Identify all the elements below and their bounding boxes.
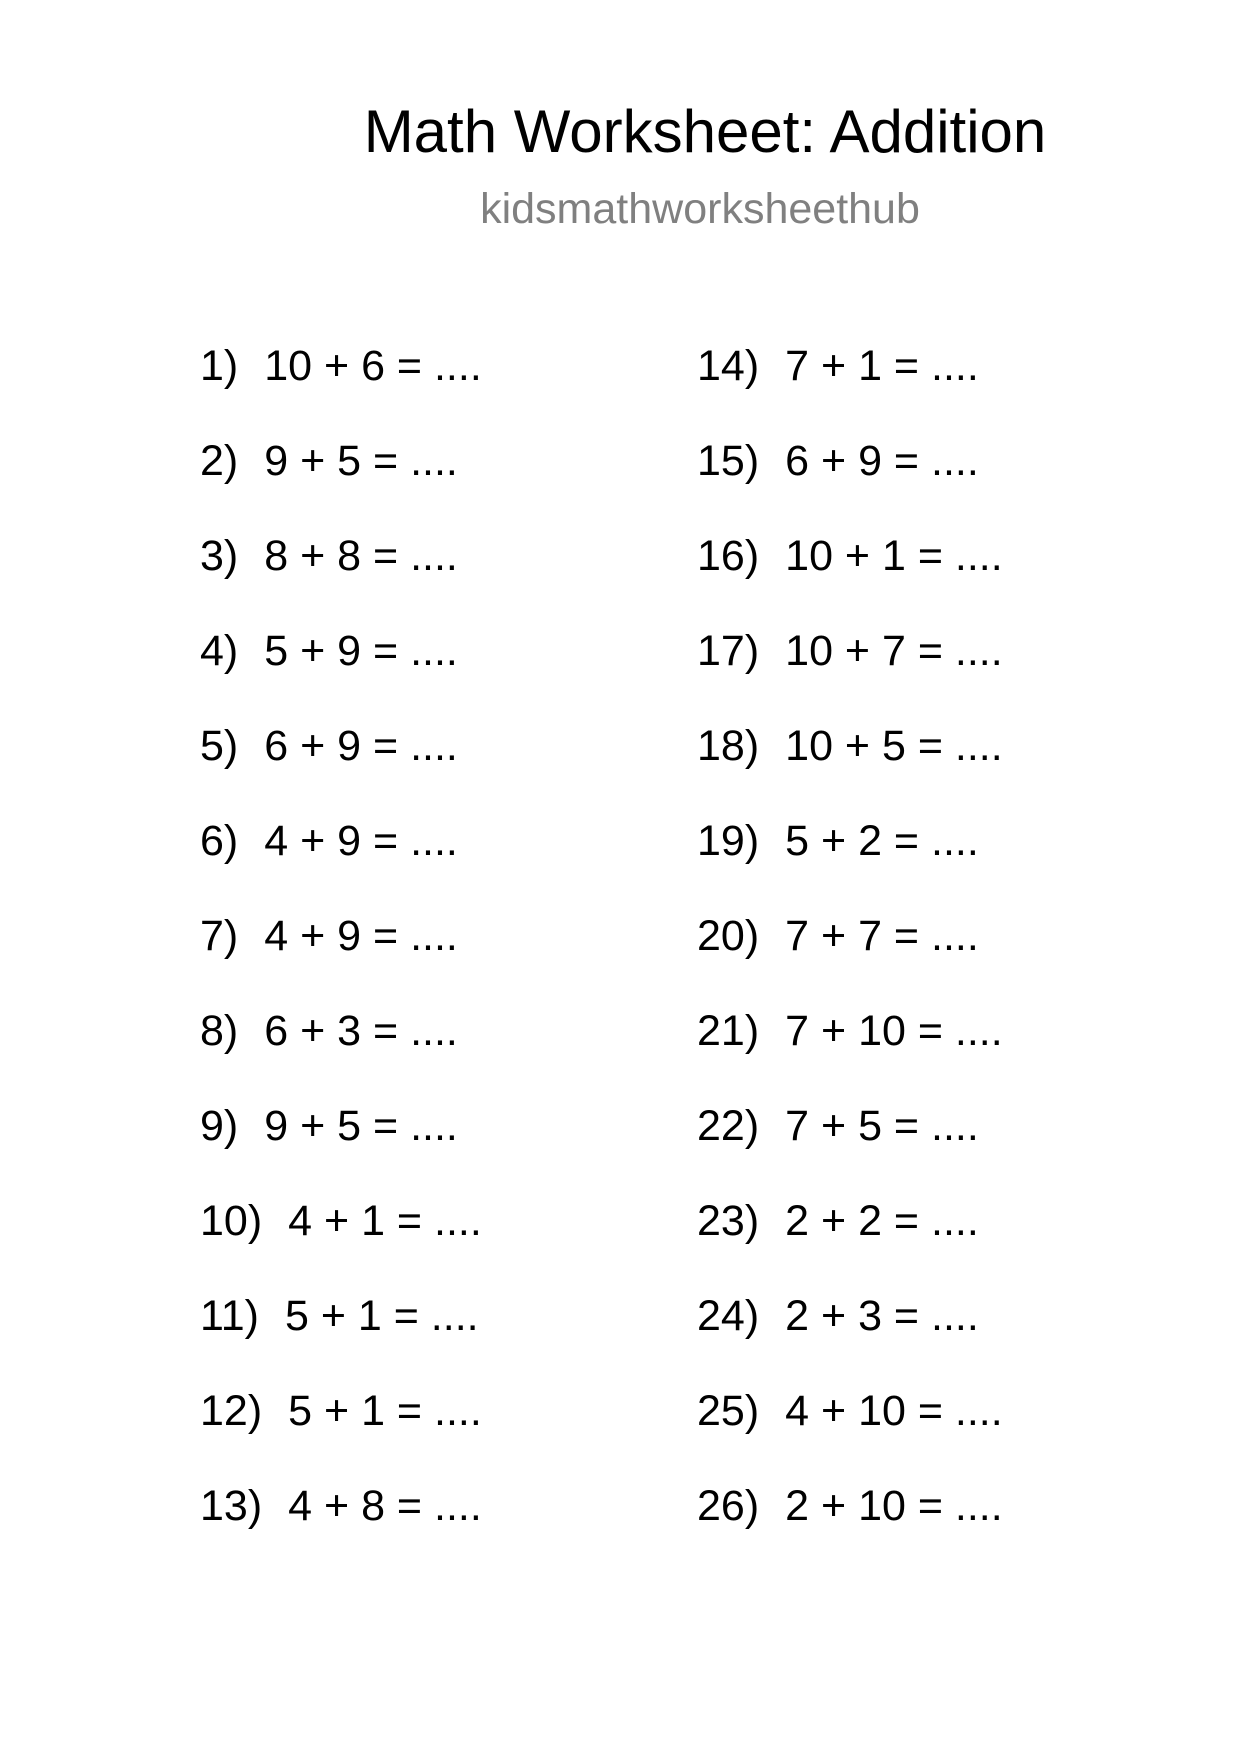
problem-24 [697, 1290, 1217, 1385]
problem-expression: 8 + 8 = .... [264, 532, 458, 580]
problem-expression: 6 + 3 = .... [264, 1007, 458, 1055]
problem-20 [697, 910, 1217, 1005]
problem-22 [697, 1100, 1217, 1195]
problem-expression: 10 + 1 = .... [785, 532, 1003, 580]
problem-8 [200, 1005, 720, 1100]
problem-3 [200, 530, 720, 625]
problem-19 [697, 815, 1217, 910]
problem-number: 21) [697, 1007, 760, 1055]
problem-number: 22) [697, 1102, 760, 1150]
problem-9 [200, 1100, 720, 1195]
problem-number: 17) [697, 627, 760, 675]
problem-7 [200, 910, 720, 1005]
problem-number: 13) [200, 1482, 263, 1530]
problem-16 [697, 530, 1217, 625]
problem-expression: 10 + 7 = .... [785, 627, 1003, 675]
problem-expression: 7 + 10 = .... [785, 1007, 1003, 1055]
problem-18 [697, 720, 1217, 815]
problem-expression: 4 + 8 = .... [288, 1482, 482, 1530]
problem-number: 10) [200, 1197, 263, 1245]
problem-number: 7) [200, 912, 239, 960]
page-title: Math Worksheet: Addition [363, 98, 1047, 165]
problem-number: 20) [697, 912, 760, 960]
problem-number: 5) [200, 722, 239, 770]
problem-expression: 6 + 9 = .... [264, 722, 458, 770]
problem-13 [200, 1480, 720, 1575]
problem-10 [200, 1195, 720, 1290]
problem-number: 23) [697, 1197, 760, 1245]
problem-expression: 10 + 6 = .... [264, 342, 482, 390]
problem-expression: 5 + 9 = .... [264, 627, 458, 675]
problem-expression: 4 + 9 = .... [264, 912, 458, 960]
problem-number: 14) [697, 342, 760, 390]
problem-11 [200, 1290, 720, 1385]
problem-column-right [697, 340, 1217, 1575]
problem-12 [200, 1385, 720, 1480]
problem-expression: 2 + 3 = .... [785, 1292, 979, 1340]
problem-column-left [200, 340, 720, 1575]
problem-number: 18) [697, 722, 760, 770]
problem-expression: 7 + 5 = .... [785, 1102, 979, 1150]
problem-5 [200, 720, 720, 815]
problem-21 [697, 1005, 1217, 1100]
problem-expression: 2 + 2 = .... [785, 1197, 979, 1245]
problem-2 [200, 435, 720, 530]
problem-1 [200, 340, 720, 435]
problem-6 [200, 815, 720, 910]
problem-26 [697, 1480, 1217, 1575]
problem-expression: 2 + 10 = .... [785, 1482, 1003, 1530]
problem-number: 11) [200, 1292, 259, 1340]
problem-expression: 9 + 5 = .... [264, 1102, 458, 1150]
problem-number: 3) [200, 532, 239, 580]
problem-expression: 5 + 2 = .... [785, 817, 979, 865]
problem-expression: 7 + 1 = .... [785, 342, 979, 390]
problem-number: 4) [200, 627, 239, 675]
problem-number: 8) [200, 1007, 239, 1055]
problem-expression: 5 + 1 = .... [284, 1292, 479, 1340]
problem-expression: 6 + 9 = .... [785, 437, 979, 485]
problem-4 [200, 625, 720, 720]
problem-number: 24) [697, 1292, 760, 1340]
problem-expression: 5 + 1 = .... [288, 1387, 482, 1435]
problem-15 [697, 435, 1217, 530]
problem-23 [697, 1195, 1217, 1290]
problem-number: 25) [697, 1387, 760, 1435]
problem-14 [697, 340, 1217, 435]
problem-number: 15) [697, 437, 760, 485]
problem-number: 26) [697, 1482, 760, 1530]
problem-number: 2) [200, 437, 239, 485]
problem-expression: 10 + 5 = .... [785, 722, 1003, 770]
problem-25 [697, 1385, 1217, 1480]
problem-17 [697, 625, 1217, 720]
problem-number: 16) [697, 532, 760, 580]
problem-expression: 4 + 1 = .... [288, 1197, 482, 1245]
problem-expression: 9 + 5 = .... [264, 437, 458, 485]
problem-number: 6) [200, 817, 239, 865]
problem-expression: 4 + 9 = .... [264, 817, 458, 865]
problem-number: 19) [697, 817, 760, 865]
problem-number: 12) [200, 1387, 263, 1435]
problem-number: 9) [200, 1102, 239, 1150]
problem-expression: 4 + 10 = .... [785, 1387, 1003, 1435]
problem-expression: 7 + 7 = .... [785, 912, 979, 960]
problem-number: 1) [200, 342, 239, 390]
page-subtitle: kidsmathworksheethub [480, 185, 920, 233]
